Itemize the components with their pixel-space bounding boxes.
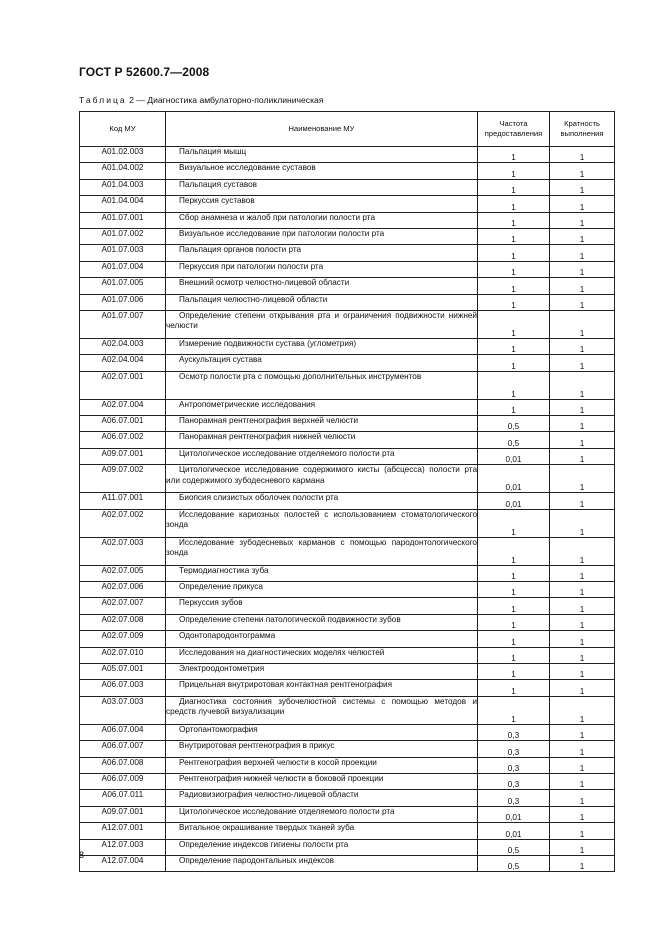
cell-name-text: Диагностика состояния зубочелюстной системы с помощью методов и средств лучевой визуализации [166,696,477,717]
cell-frequency: 1 [478,338,550,354]
cell-multiplicity: 1 [550,537,615,565]
cell-name-text: Измерение подвижности сустава (углометрия) [179,338,357,348]
cell-multiplicity: 1 [550,432,615,448]
cell-multiplicity: 1 [550,355,615,371]
cell-multiplicity: 1 [550,823,615,839]
cell-name-text: Рентгенография нижней челюсти в боковой проекции [179,773,384,783]
cell-frequency: 0,5 [478,416,550,432]
cell-name [166,696,478,724]
cell-frequency: 1 [478,355,550,371]
cell-code: A01.02.003 [80,147,166,163]
cell-name-text: Исследование зубодесневых карманов с помощью пародонтологического зонда [166,537,477,558]
cell-code: A12.07.003 [80,839,166,855]
cell-code: A01.04.003 [80,179,166,195]
cell-code: A06.07.001 [80,416,166,432]
cell-code: A12.07.001 [80,823,166,839]
cell-frequency: 1 [478,631,550,647]
cell-frequency: 1 [478,663,550,679]
cell-frequency: 0,5 [478,839,550,855]
cell-frequency: 1 [478,598,550,614]
cell-name-text: Сбор анамнеза и жалоб при патологии полости рта [179,212,375,222]
cell-name-text: Осмотр полости рта с помощью дополнительных инструментов [179,371,422,381]
table-row [80,465,615,493]
cell-name [166,565,478,581]
cell-multiplicity: 1 [550,278,615,294]
cell-frequency: 1 [478,696,550,724]
cell-name-text: Панорамная рентгенография верхней челюсти [179,416,359,426]
cell-name-text: Прицельная внутриротовая контактная рентгенография [179,680,393,690]
table-row [80,416,615,432]
table-row [80,724,615,740]
cell-code: A02.04.003 [80,338,166,354]
column-header-name: Наименование МУ [166,112,478,147]
cell-multiplicity: 1 [550,310,615,338]
table-row [80,839,615,855]
cell-name [166,278,478,294]
table-row [80,493,615,509]
table-row [80,680,615,696]
cell-name [166,196,478,212]
cell-code: A02.07.003 [80,537,166,565]
table-row [80,741,615,757]
cell-frequency: 1 [478,614,550,630]
table-row [80,147,615,163]
table-row [80,773,615,789]
cell-frequency: 1 [478,163,550,179]
cell-name [166,839,478,855]
cell-name [166,647,478,663]
cell-code: A09.07.001 [80,448,166,464]
cell-frequency: 1 [478,212,550,228]
cell-name [166,773,478,789]
table-row [80,806,615,822]
table-row [80,823,615,839]
table-row [80,245,615,261]
cell-frequency: 1 [478,582,550,598]
cell-multiplicity: 1 [550,509,615,537]
table-row [80,355,615,371]
cell-name-text: Исследование кариозных полостей с использованием стоматологического зонда [166,509,477,530]
cell-multiplicity: 1 [550,294,615,310]
cell-name-text: Цитологическое исследование содержимого кисты (абсцесса) полости рта или содержимого зубодесневого кармана [166,465,477,485]
table-row [80,371,615,399]
table-row [80,696,615,724]
table-row [80,278,615,294]
cell-name-text: Визуальное исследование суставов [179,163,316,173]
cell-code: A06.07.011 [80,790,166,806]
cell-multiplicity: 1 [550,773,615,789]
cell-code: A02.07.004 [80,399,166,415]
cell-name [166,416,478,432]
cell-code: A02.07.005 [80,565,166,581]
cell-frequency: 1 [478,245,550,261]
cell-name-text: Панорамная рентгенография нижней челюсти [179,432,356,442]
cell-name-text: Рентгенография верхней челюсти в косой проекции [179,757,377,767]
cell-name-text: Одонтопародонтограмма [179,631,276,641]
page-number: 8 [79,850,85,860]
table-row [80,582,615,598]
cell-code: A01.07.002 [80,228,166,244]
cell-code: A01.07.001 [80,212,166,228]
cell-name-text: Перкуссия при патологии полости рта [179,261,324,271]
cell-multiplicity: 1 [550,680,615,696]
table-row [80,179,615,195]
cell-multiplicity: 1 [550,757,615,773]
table-row [80,537,615,565]
cell-frequency: 0,5 [478,855,550,871]
column-header-code: Код МУ [80,112,166,147]
cell-multiplicity: 1 [550,338,615,354]
cell-multiplicity: 1 [550,790,615,806]
cell-name [166,465,478,493]
caption-text: — Диагностика амбулаторно-поликлиническая [133,95,324,105]
cell-frequency: 1 [478,537,550,565]
cell-name-text: Перкуссия суставов [179,196,255,206]
cell-name [166,371,478,399]
table-row [80,228,615,244]
table-row [80,261,615,277]
cell-name-text: Визуальное исследование при патологии полости рта [179,228,385,238]
cell-code: A01.07.003 [80,245,166,261]
cell-code: A02.07.010 [80,647,166,663]
table-row [80,294,615,310]
cell-multiplicity: 1 [550,565,615,581]
cell-name [166,294,478,310]
cell-multiplicity: 1 [550,696,615,724]
cell-code: A01.04.004 [80,196,166,212]
table-row [80,790,615,806]
cell-name [166,310,478,338]
cell-code: A09.07.002 [80,465,166,493]
cell-multiplicity: 1 [550,261,615,277]
cell-multiplicity: 1 [550,724,615,740]
cell-name [166,806,478,822]
cell-name [166,245,478,261]
cell-name [166,163,478,179]
cell-name [166,448,478,464]
cell-name [166,598,478,614]
cell-frequency: 1 [478,399,550,415]
column-header-frequency: Частота предоставления [478,112,550,147]
cell-name [166,261,478,277]
cell-code: A06.07.009 [80,773,166,789]
cell-name [166,537,478,565]
cell-name [166,855,478,871]
table-caption [79,95,324,105]
cell-code: A02.07.008 [80,614,166,630]
cell-name-text: Цитологическое исследование отделяемого полости рта [179,806,395,816]
table-row [80,163,615,179]
cell-code: A05.07.001 [80,663,166,679]
table-row [80,631,615,647]
table-row [80,196,615,212]
cell-frequency: 1 [478,261,550,277]
cell-name-text: Определение индексов гигиены полости рта [179,839,349,849]
cell-multiplicity: 1 [550,582,615,598]
cell-name-text: Аускультация сустава [179,355,262,365]
cell-frequency: 1 [478,147,550,163]
table-row [80,399,615,415]
cell-multiplicity: 1 [550,196,615,212]
cell-name-text: Пальпация мышц [179,147,247,156]
caption-label: Таблица [79,95,127,105]
cell-code: A06.07.003 [80,680,166,696]
cell-name-text: Цитологическое исследование отделяемого полости рта [179,448,395,458]
cell-frequency: 0,3 [478,790,550,806]
cell-name [166,663,478,679]
cell-code: A01.04.002 [80,163,166,179]
cell-name [166,355,478,371]
cell-multiplicity: 1 [550,614,615,630]
cell-name-text: Определение степени патологической подвижности зубов [179,614,401,624]
cell-name [166,509,478,537]
cell-multiplicity: 1 [550,647,615,663]
cell-frequency: 0,01 [478,823,550,839]
table-header-row [80,112,615,147]
cell-name-text: Ортопантомография [179,724,258,734]
cell-code: A01.07.007 [80,310,166,338]
cell-name [166,582,478,598]
cell-code: A03.07.003 [80,696,166,724]
table-row [80,565,615,581]
cell-multiplicity: 1 [550,212,615,228]
cell-frequency: 0,3 [478,757,550,773]
cell-name-text: Витальное окрашивание твердых тканей зуба [179,823,355,833]
table-row [80,757,615,773]
cell-code: A02.07.002 [80,509,166,537]
cell-name [166,757,478,773]
cell-name [166,338,478,354]
cell-frequency: 1 [478,294,550,310]
cell-multiplicity: 1 [550,179,615,195]
column-header-multiplicity: Кратность выполнения [550,112,615,147]
cell-multiplicity: 1 [550,371,615,399]
cell-code: A06.07.007 [80,741,166,757]
table-row [80,212,615,228]
cell-multiplicity: 1 [550,245,615,261]
cell-code: A02.07.001 [80,371,166,399]
cell-multiplicity: 1 [550,741,615,757]
table-row [80,614,615,630]
cell-name-text: Термодиагностика зуба [179,565,269,575]
cell-name-text: Биопсия слизистых оболочек полости рта [179,493,339,503]
cell-frequency: 0,3 [478,741,550,757]
cell-multiplicity: 1 [550,493,615,509]
cell-multiplicity: 1 [550,228,615,244]
table-row [80,310,615,338]
cell-multiplicity: 1 [550,147,615,163]
cell-multiplicity: 1 [550,806,615,822]
cell-name-text: Пальпация органов полости рта [179,245,302,255]
cell-name [166,741,478,757]
cell-name [166,432,478,448]
cell-name-text: Перкуссия зубов [179,598,243,608]
cell-frequency: 1 [478,278,550,294]
table-row [80,598,615,614]
cell-code: A06.07.004 [80,724,166,740]
cell-name-text: Пальпация челюстно-лицевой области [179,294,328,304]
cell-name-text: Электроодонтометрия [179,663,265,673]
cell-frequency: 0,01 [478,493,550,509]
cell-frequency: 1 [478,196,550,212]
cell-frequency: 0,3 [478,724,550,740]
cell-multiplicity: 1 [550,416,615,432]
table-row [80,663,615,679]
cell-frequency: 1 [478,680,550,696]
cell-name [166,614,478,630]
cell-code: A02.07.009 [80,631,166,647]
table-row [80,855,615,871]
cell-frequency: 1 [478,179,550,195]
cell-code: A01.07.005 [80,278,166,294]
cell-name-text: Исследования на диагностических моделях челюстей [179,647,385,657]
cell-frequency: 1 [478,228,550,244]
table-body [80,147,615,872]
cell-name [166,823,478,839]
cell-name-text: Внутриротовая рентгенография в прикус [179,741,335,751]
table-row [80,509,615,537]
cell-multiplicity: 1 [550,631,615,647]
cell-code: A02.07.006 [80,582,166,598]
cell-name-text: Определение степени открывания рта и ограничения подвижности нижней челюсти [166,310,477,331]
document-title: ГОСТ Р 52600.7—2008 [79,65,210,79]
cell-name [166,631,478,647]
cell-name-text: Определение пародонтальных индексов [179,855,335,865]
cell-name [166,179,478,195]
cell-frequency: 0,5 [478,432,550,448]
cell-code: A02.07.007 [80,598,166,614]
cell-name [166,147,478,163]
cell-name-text: Антропометрические исследования [179,399,316,409]
cell-name [166,724,478,740]
table-row [80,338,615,354]
cell-code: A09.07.001 [80,806,166,822]
cell-code: A01.07.004 [80,261,166,277]
cell-name [166,680,478,696]
cell-frequency: 0,01 [478,448,550,464]
cell-code: A02.04.004 [80,355,166,371]
cell-multiplicity: 1 [550,399,615,415]
cell-frequency: 0,01 [478,465,550,493]
cell-code: A06.07.008 [80,757,166,773]
cell-multiplicity: 1 [550,448,615,464]
cell-name-text: Внешний осмотр челюстно-лицевой области [179,278,350,288]
cell-name-text: Определение прикуса [179,582,263,592]
table-row [80,647,615,663]
cell-frequency: 1 [478,647,550,663]
cell-frequency: 1 [478,565,550,581]
cell-frequency: 1 [478,310,550,338]
cell-multiplicity: 1 [550,163,615,179]
cell-code: A06.07.002 [80,432,166,448]
diagnostics-table [79,111,615,872]
cell-multiplicity: 1 [550,465,615,493]
cell-name-text: Пальпация суставов [179,179,258,189]
cell-code: A12.07.004 [80,855,166,871]
cell-code: A11.07.001 [80,493,166,509]
cell-frequency: 0,3 [478,773,550,789]
cell-name [166,493,478,509]
table-row [80,448,615,464]
cell-name-text: Радиовизиография челюстно-лицевой области [179,790,359,800]
cell-name [166,228,478,244]
cell-multiplicity: 1 [550,598,615,614]
cell-multiplicity: 1 [550,839,615,855]
table-row [80,432,615,448]
cell-code: A01.07.006 [80,294,166,310]
cell-multiplicity: 1 [550,855,615,871]
cell-name [166,790,478,806]
cell-multiplicity: 1 [550,663,615,679]
cell-frequency: 1 [478,371,550,399]
cell-frequency: 0,01 [478,806,550,822]
caption-number: 2 [129,95,134,105]
cell-name [166,212,478,228]
cell-frequency: 1 [478,509,550,537]
cell-name [166,399,478,415]
